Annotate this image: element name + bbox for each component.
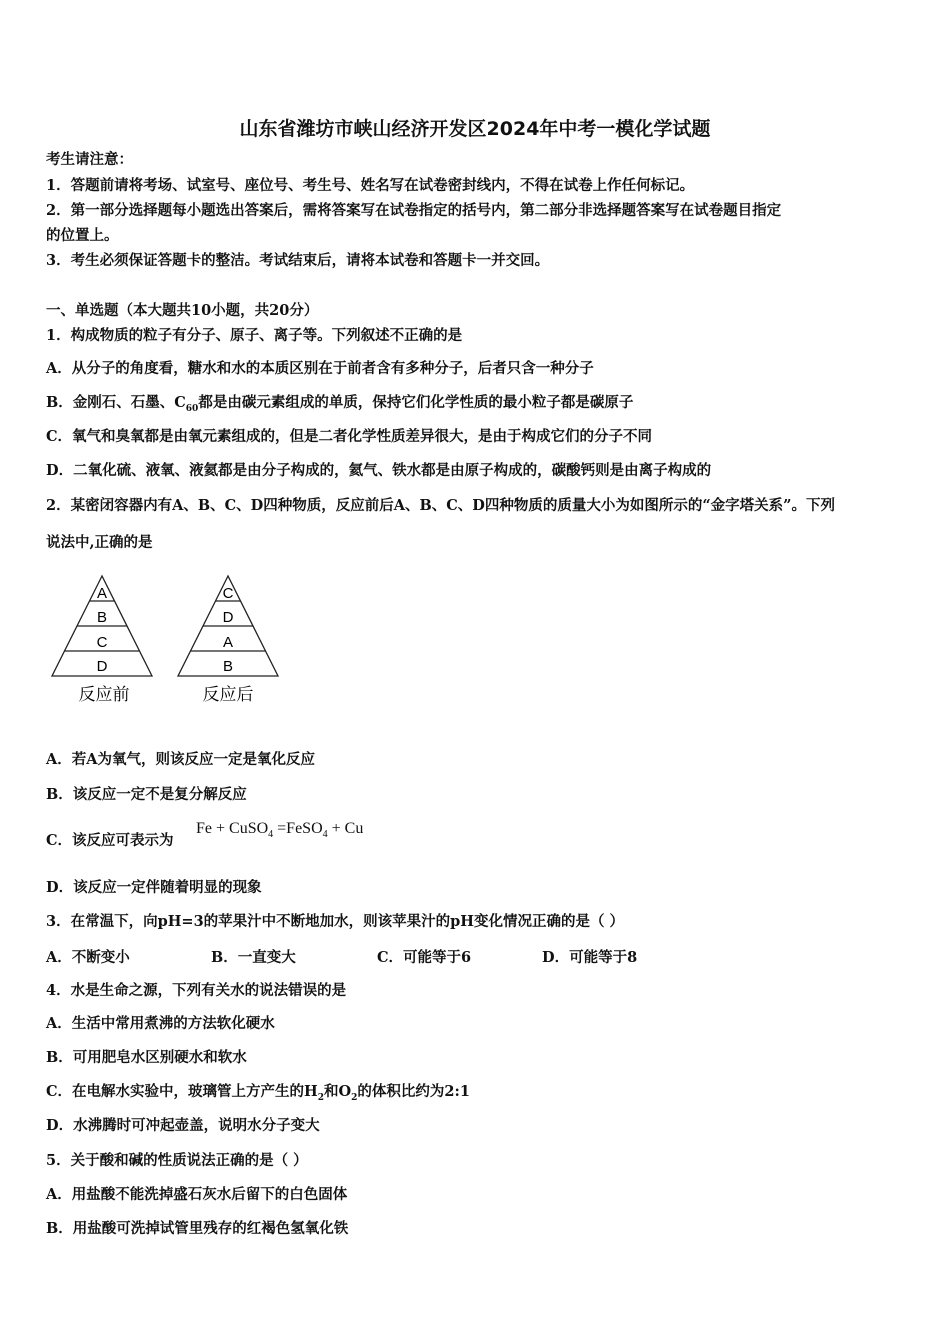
q1-stem: 1．构成物质的粒子有分子、原子、离子等。下列叙述不正确的是	[46, 327, 463, 344]
pyramid-before-layer-4: D	[96, 658, 108, 675]
q2-reaction-equation: Fe + CuSO$_4$ =FeSO$_4$ + Cu	[196, 820, 364, 841]
q4-option-c: C．在电解水实验中，玻璃管上方产生的$H_2$和$O_2$的体积比约为2:1	[46, 1083, 470, 1103]
q3-stem: 3．在常温下，向pH=3的苹果汁中不断地加水，则该苹果汁的pH变化情况正确的是（ ）	[46, 913, 625, 930]
pyramid-before-layer-1: A	[96, 585, 108, 602]
section-heading: 一、单选题（本大题共10小题，共20分）	[46, 302, 319, 319]
q4-option-d: D．水沸腾时可冲起壶盖，说明水分子变大	[46, 1117, 320, 1134]
notice-heading: 考生请注意：	[46, 151, 133, 168]
q3-option-d: D．可能等于8	[542, 949, 638, 966]
q5-option-a: A．用盐酸不能洗掉盛石灰水后留下的白色固体	[46, 1186, 348, 1203]
q2-stem-line2: 说法中,正确的是	[46, 534, 153, 551]
pyramid-after-layer-4: B	[222, 658, 234, 675]
q2-stem-line1: 2．某密闭容器内有A、B、C、D四种物质，反应前后A、B、C、D四种物质的质量大小为如图所示的“金字塔关系”。下列	[46, 497, 836, 514]
q4-stem: 4．水是生命之源，下列有关水的说法错误的是	[46, 982, 347, 999]
q2-option-a: A．若A为氧气，则该反应一定是氧化反应	[46, 751, 315, 768]
q1-option-c: C．氧气和臭氧都是由氧元素组成的，但是二者化学性质差异很大，是由于构成它们的分子不同	[46, 428, 653, 445]
q1-option-d: D．二氧化硫、液氧、液氦都是由分子构成的，氦气、铁水都是由原子构成的，碳酸钙则是由离子构成的	[46, 462, 712, 479]
q4-option-a: A．生活中常用煮沸的方法软化硬水	[46, 1015, 275, 1032]
q5-stem: 5．关于酸和碱的性质说法正确的是（ ）	[46, 1152, 308, 1169]
q1-option-b: B．金刚石、石墨、$C_{60}$都是由碳元素组成的单质，保持它们化学性质的最小粒子都是碳原子	[46, 394, 634, 414]
notice-item-3: 3．考生必须保证答题卡的整洁。考试结束后，请将本试卷和答题卡一并交回。	[46, 252, 550, 269]
pyramid-after-layer-2: D	[222, 609, 234, 626]
notice-item-2: 2．第一部分选择题每小题选出答案后，需将答案写在试卷指定的括号内，第二部分非选择题答案写在试卷题目指定	[46, 202, 782, 219]
q3-option-a: A．不断变小	[46, 949, 130, 966]
q4-option-b: B．可用肥皂水区别硬水和软水	[46, 1049, 247, 1066]
q2-option-b: B．该反应一定不是复分解反应	[46, 786, 247, 803]
pyramid-after-figure	[174, 570, 284, 710]
pyramid-after-label: 反应后	[202, 685, 254, 704]
q5-option-b: B．用盐酸可洗掉试管里残存的红褐色氢氧化铁	[46, 1220, 349, 1237]
q2-option-d: D．该反应一定伴随着明显的现象	[46, 879, 262, 896]
q3-option-c: C．可能等于6	[377, 949, 472, 966]
pyramid-before-figure	[48, 570, 158, 710]
page-title: 山东省潍坊市峡山经济开发区2024年中考一模化学试题	[239, 118, 711, 140]
q2-option-c: C．该反应可表示为	[46, 832, 174, 849]
pyramid-after-layer-3: A	[222, 634, 234, 651]
pyramid-before-layer-2: B	[96, 609, 108, 626]
notice-item-1: 1．答题前请将考场、试室号、座位号、考生号、姓名写在试卷密封线内，不得在试卷上作任何标记。	[46, 177, 695, 194]
notice-item-2-cont: 的位置上。	[46, 227, 119, 244]
q3-option-b: B．一直变大	[211, 949, 296, 966]
pyramid-before-label: 反应前	[78, 685, 130, 704]
q1-option-a: A．从分子的角度看，糖水和水的本质区别在于前者含有多种分子，后者只含一种分子	[46, 360, 594, 377]
pyramid-after-layer-1: C	[222, 585, 234, 602]
pyramid-before-layer-3: C	[96, 634, 108, 651]
